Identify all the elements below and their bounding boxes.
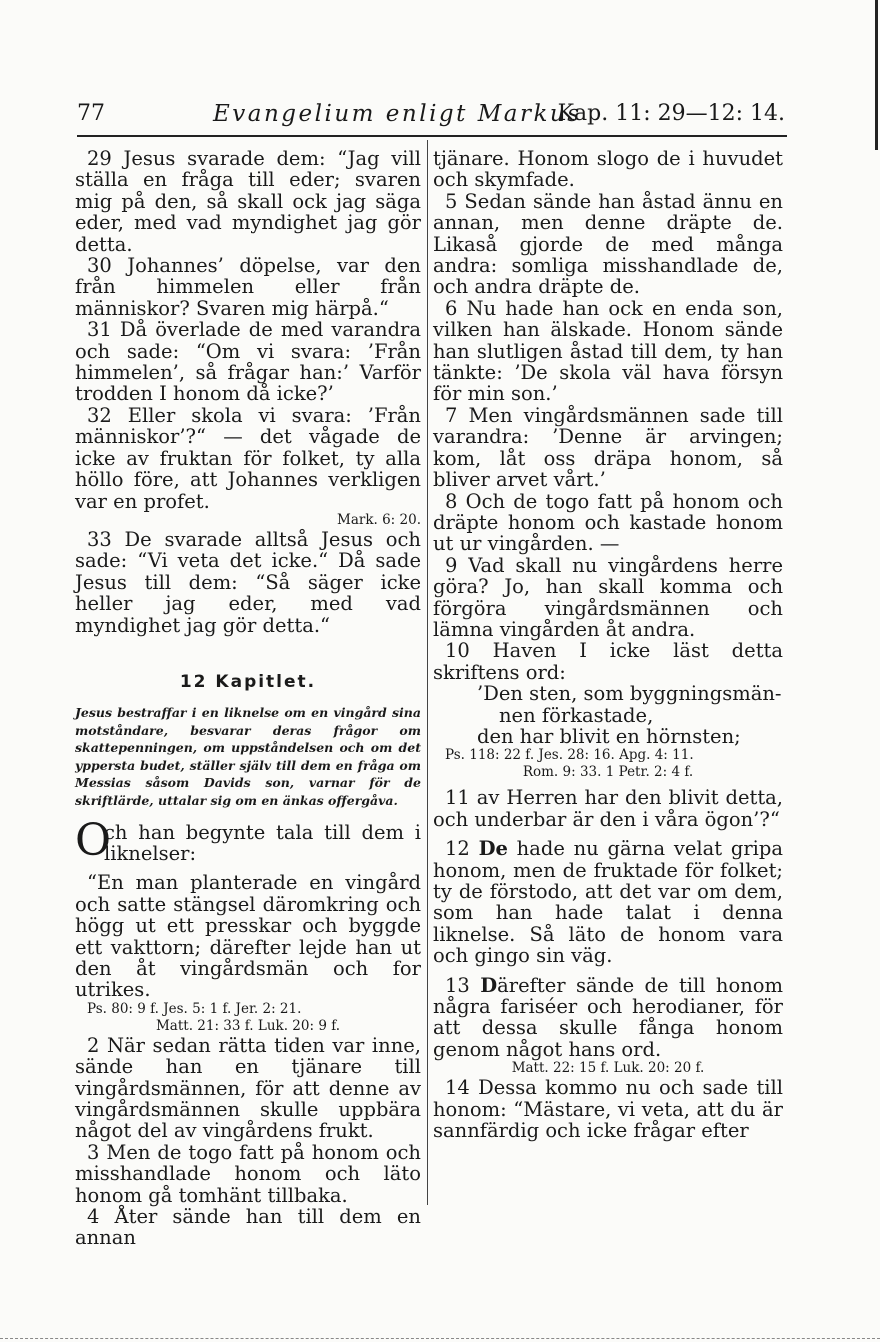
bold-initial: D <box>480 973 498 997</box>
drop-cap: O <box>75 814 112 866</box>
quote-line: ’Den sten, som byggningsmän- <box>477 682 782 706</box>
running-title: Evangelium enligt Markus <box>213 101 582 127</box>
verse-4-continued: tjänare. Honom slogo de i huvudet och skymfade. <box>433 147 783 192</box>
verse-4: 4 Åter sände han till dem en annan <box>75 1205 421 1250</box>
verse-1-parable: “En man planterade en vingård och satte stängsel däromkring och högg ut ett presskar och byggde ett vakttorn; därefter lejde han ut den åt vingårdsmän och for utrikes. <box>75 871 421 1002</box>
chapter-summary: Jesus bestraffar i en liknelse om en vingård sina motståndare, besvarar deras frågor om skattepenningen, om uppståndelsen och om det yppersta budet, ställer själv till dem en fråga om Messias såsom Davids son, varnar för de skriftlärde, uttalar sig om en änkas offergåva. <box>75 704 421 808</box>
verse-number: 12 <box>445 837 470 861</box>
verse-13 <box>433 975 783 1061</box>
verse-7: 7 Men vingårdsmännen sade till varandra: ’Denne är arvingen; kom, låt oss dräpa honom, så bliver arvet vårt.’ <box>433 403 783 492</box>
verse-text: ärefter sände de till honom några fariséer och herodianer, för att dessa skulle fånga honom genom något hans ord. <box>433 973 783 1061</box>
verse-6: 6 Nu hade han ock en enda son, vilken han älskade. Honom sände han slutligen åstad till dem, ty han tänkte: ’De skola väl hava försyn för min son.’ <box>433 296 783 406</box>
chapter-reference: Kap. 11: 29—12: 14. <box>557 101 785 126</box>
verse-11: 11 av Herren har den blivit detta, och underbar är den i våra ögon’?“ <box>433 786 783 831</box>
page-bottom-edge <box>0 1338 880 1340</box>
verse-2: 2 När sedan rätta tiden var inne, sände han en tjänare till vingårdsmännen, för att denne av vingårdsmännen skulle uppbära något del av vingårdens frukt. <box>75 1033 421 1143</box>
cross-reference: Mark. 6: 20. <box>337 511 421 528</box>
column-divider <box>427 140 428 1205</box>
verse-31: 31 Då överlade de med varandra och sade: “Om vi svara: ’Från himmelen’, så frågar han:’ Varför trodden I honom då icke?’ <box>75 318 421 406</box>
verse-8: 8 Och de togo fatt på honom och dräpte honom och kastade honom ut ur vingården. — <box>433 489 783 556</box>
verse-30: 30 Johannes’ döpelse, var den från himmelen eller från människor? Svaren mig härpå.“ <box>75 254 421 320</box>
page-number: 77 <box>77 101 105 126</box>
verse-29: 29 Jesus svarade dem: “Jag vill ställa en fråga till eder; svaren mig på den, så skall ock jag säga eder, med vad myndighet jag gör detta. <box>75 147 421 256</box>
verse-9: 9 Vad skall nu vingårdens herre göra? Jo, han skall komma och förgöra vingårdsmännen och lämna vingården åt andra. <box>433 553 783 641</box>
verse-number: 13 <box>445 973 470 997</box>
verse-32: 32 Eller skola vi svara: ’Från människor’?“ — det vågade de icke av fruktan för folket, ty alla höllo före, att Johannes verkligen var en profet. <box>75 403 421 513</box>
verse-1: ch han begynte tala till dem i liknelser: <box>104 820 421 865</box>
left-column <box>75 148 421 1249</box>
page-edge-mark <box>875 0 878 150</box>
verse-10: 10 Haven I icke läst detta skriftens ord: <box>433 639 783 684</box>
cross-reference: Rom. 9: 33. 1 Petr. 2: 4 f. <box>522 764 694 781</box>
cross-reference: Matt. 21: 33 f. Luk. 20: 9 f. <box>155 1017 341 1034</box>
verse-5: 5 Sedan sände han åstad ännu en annan, men denne dräpte de. Likaså gjorde de med många andra: somliga misshandlade de, och andra dräpte de. <box>433 189 783 299</box>
verse-12 <box>433 838 783 966</box>
bold-initial: De <box>478 837 508 861</box>
verse-3: 3 Men de togo fatt på honom och misshandlade honom och läto honom gå tomhänt tillbaka. <box>75 1140 421 1207</box>
right-column <box>433 148 783 1141</box>
cross-reference: Ps. 118: 22 f. Jes. 28: 16. Apg. 4: 11. <box>445 747 694 764</box>
cross-reference: Matt. 22: 15 f. Luk. 20: 20 f. <box>511 1060 705 1077</box>
quote-line: nen förkastade, <box>499 703 654 727</box>
verse-1-opening <box>75 814 421 866</box>
verse-14: 14 Dessa kommo nu och sade till honom: “Mästare, vi veta, att du är sannfärdig och icke frågar efter <box>433 1076 783 1143</box>
quote-line: den har blivit en hörnsten; <box>477 724 741 748</box>
chapter-heading: 12 Kapitlet. <box>179 671 317 692</box>
verse-33: 33 De svarade alltså Jesus och sade: “Vi veta det icke.“ Då sade Jesus till dem: “Så säger icke heller jag eder, med vad myndighet jag gör detta.“ <box>75 527 421 637</box>
running-header <box>77 101 787 137</box>
cross-reference: Ps. 80: 9 f. Jes. 5: 1 f. Jer. 2: 21. <box>87 1000 302 1017</box>
verse-text: hade nu gärna velat gripa honom, men de fruktade för folket; ty de förstodo, att det var om dem, som han hade talat i denna liknelse. Så läto de honom vara och gingo sin väg. <box>433 837 783 968</box>
